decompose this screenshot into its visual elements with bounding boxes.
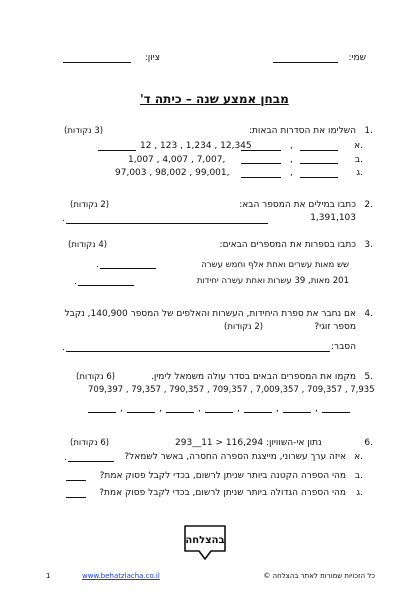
q6-number: 6. xyxy=(364,438,373,448)
q1-number: 1. xyxy=(364,126,373,136)
q3-line2: 201 מאות, 39 עשרות ואחת עשרה יחידות xyxy=(196,276,349,286)
q1-c-blank-1[interactable] xyxy=(300,177,338,178)
q6-a-answer[interactable] xyxy=(68,461,114,462)
q5-number: 5. xyxy=(364,372,373,382)
q3-text: כתבו בספרות את המספרים הבאים: xyxy=(219,240,356,250)
q5-points: (6 נקודות) xyxy=(76,372,116,382)
behatzlacha-logo xyxy=(181,523,229,563)
q3-number: 3. xyxy=(364,240,373,250)
q2-number-value: 1,391,103 xyxy=(310,213,356,223)
q2-number: 2. xyxy=(364,200,373,210)
q1-a-blank-1[interactable] xyxy=(300,150,338,151)
q2-answer-line[interactable] xyxy=(66,223,268,224)
q1-c-blank-2[interactable] xyxy=(241,177,281,178)
q6-text: נתון אי-השוויון: 116,294 < 11__293 xyxy=(175,438,322,448)
page-number: 1 xyxy=(46,572,51,580)
website-link[interactable]: www.behatzlacha.co.il xyxy=(82,572,160,580)
q4-text: אם נחבר את ספרת היחידות, העשרות והאלפים של המספר 140,900, נקבל xyxy=(64,309,356,319)
q1-a-label: א. xyxy=(354,141,363,151)
q4-points: (2 נקודות) xyxy=(224,322,264,332)
grade-field[interactable] xyxy=(63,62,131,63)
name-field[interactable] xyxy=(273,62,338,63)
q1-a-blank-3[interactable] xyxy=(98,150,136,151)
q1-c-sequence: 97,003 , 98,002 , 99,001, xyxy=(115,168,230,178)
name-label: שמי: xyxy=(348,53,366,63)
q1-b-blank-2[interactable] xyxy=(241,163,281,164)
q1-points: (3 נקודות) xyxy=(64,126,104,136)
q4-text-2: מספר זוגי? xyxy=(314,322,356,332)
q6-b-answer[interactable] xyxy=(66,480,86,481)
q5-blank-7[interactable] xyxy=(322,412,350,413)
page-title: מבחן אמצע שנה – כיתה ד' xyxy=(140,92,289,106)
copyright-text: כל הזכויות שמורות לאתר בהצלחה © xyxy=(263,572,375,580)
q4-number: 4. xyxy=(364,309,373,319)
q2-text: כתבו במילים את המספר הבא: xyxy=(239,200,356,210)
q4-explain-label: הסבר: xyxy=(330,342,356,352)
q6-a-label: א. xyxy=(354,452,363,462)
q1-b-sequence: 1,007 , 4,007 , 7,007, xyxy=(128,155,226,165)
q5-blank-3[interactable] xyxy=(166,412,194,413)
q6-a-text: איזה ערך עשרוני, מייצגת הספרה החסרה, באשר לשמאל? xyxy=(124,452,346,462)
q3-answer-2[interactable] xyxy=(78,285,134,286)
q3-answer-1[interactable] xyxy=(100,268,156,269)
q5-blank-5[interactable] xyxy=(244,412,272,413)
q6-c-answer[interactable] xyxy=(66,497,86,498)
q6-c-label: ג. xyxy=(356,488,363,498)
q2-points: (2 נקודות) xyxy=(70,200,110,210)
q6-points: (6 נקודות) xyxy=(70,438,110,448)
q5-text: מקמו את המספרים הבאים בסדר עולה משמאל לימין. xyxy=(150,372,356,382)
q1-c-label: ג. xyxy=(356,168,363,178)
svg-text:בהצלחה: בהצלחה xyxy=(185,535,225,546)
q4-answer-line[interactable] xyxy=(66,351,330,352)
q5-blank-4[interactable] xyxy=(205,412,233,413)
q1-text: השלימו את הסדרות הבאות: xyxy=(248,126,356,136)
q6-c-text: מהי הספרה הגדולה ביותר שניתן לרשום, בכדי לקבל פסוק אמת? xyxy=(99,488,346,498)
q5-blank-2[interactable] xyxy=(127,412,155,413)
q6-b-text: מהי הספרה הקטנה ביותר שניתן לרשום, בכדי לקבל פסוק אמת? xyxy=(99,471,346,481)
q6-b-label: ב. xyxy=(354,471,363,481)
q3-line1: שש מאות עשרים ואחת אלף וחמש עשרה xyxy=(201,260,349,270)
q5-blank-6[interactable] xyxy=(283,412,311,413)
q1-b-label: ב. xyxy=(354,155,363,165)
q5-blank-1[interactable] xyxy=(88,412,116,413)
q3-points: (4 נקודות) xyxy=(68,240,108,250)
q1-b-blank-1[interactable] xyxy=(300,163,338,164)
q1-a-sequence: 12 , 123 , 1,234 , 12,345 xyxy=(140,141,252,151)
q5-numbers: 709,397 , 79,357 , 790,357 , 709,357 , 7,009,357 , 709,357 , 7,935 xyxy=(88,385,375,395)
grade-label: ציון: xyxy=(144,53,160,63)
